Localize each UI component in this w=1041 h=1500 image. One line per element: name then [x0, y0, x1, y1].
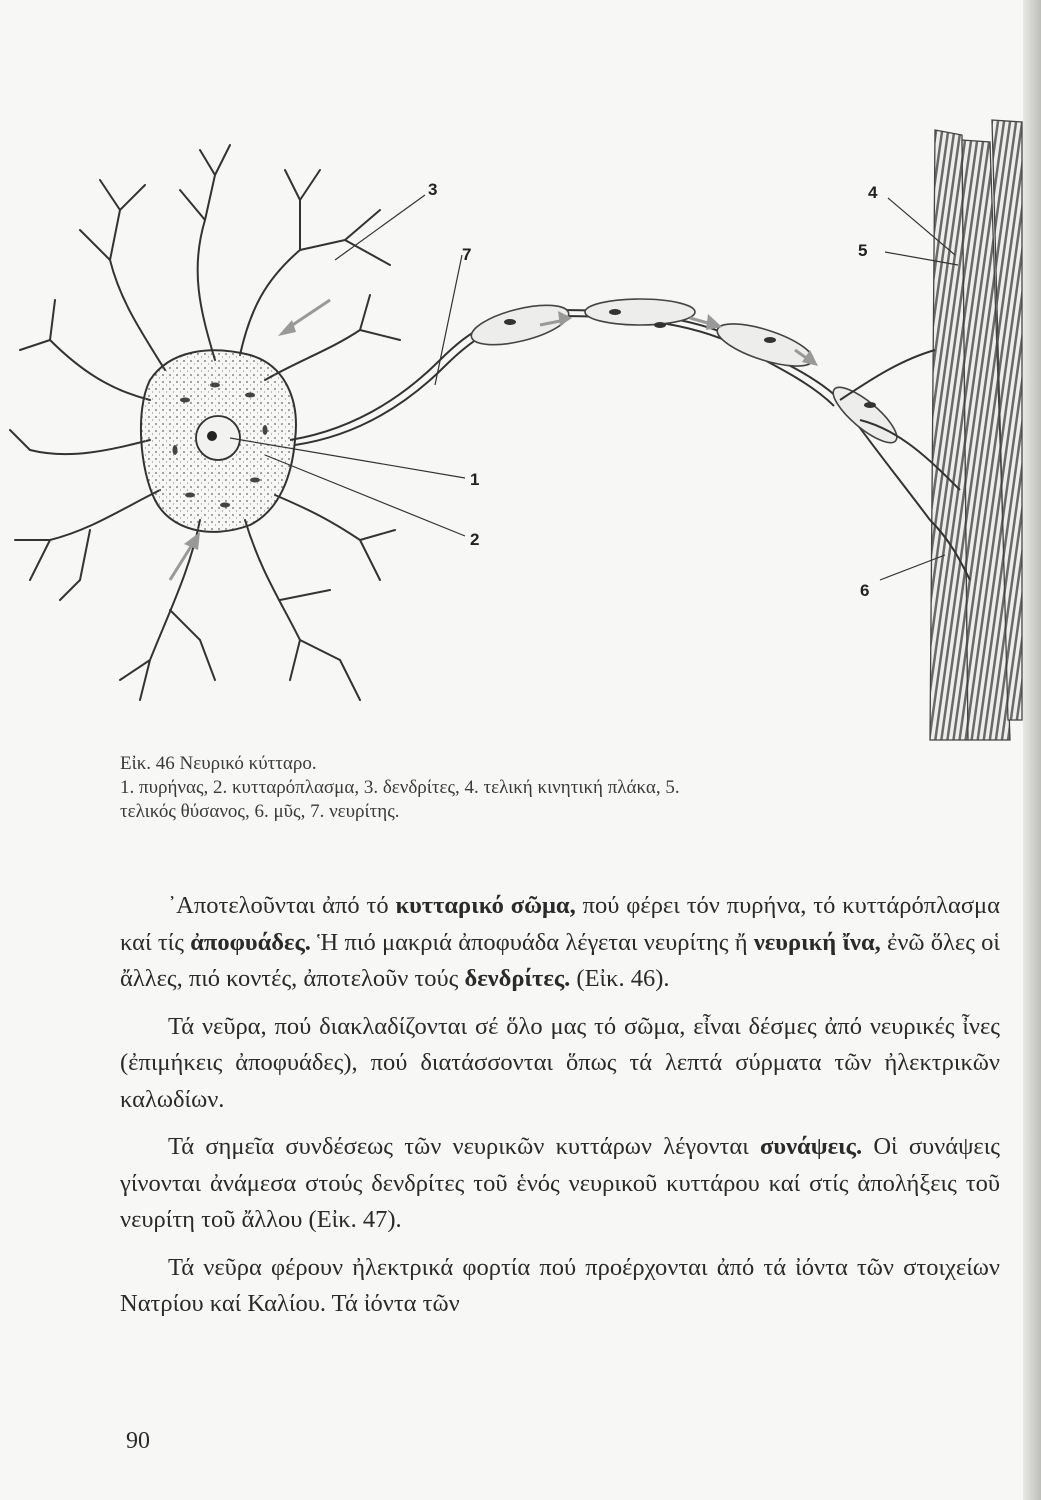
figure-labels [428, 180, 878, 600]
paragraph [120, 1250, 1000, 1323]
paragraph [120, 1009, 1000, 1119]
caption-title: Εἰκ. 46 Νευρικό κύτταρο. [120, 753, 317, 774]
caption-legend-line1: 1. πυρήνας, 2. κυτταρόπλασμα, 3. δενδρίτες, 4. τελική κινητική πλάκα, 5. [120, 777, 680, 798]
axon [290, 297, 970, 580]
paragraph [120, 1129, 1000, 1239]
muscle-fibers [930, 120, 1022, 740]
leader-lines [230, 195, 958, 580]
bold-term: ἀποφυάδες. [190, 928, 311, 956]
text-segment: ἐνῶ ὅλες οἱ ἄλλες, πιό κοντές, ἀποτελοῦν τούς [120, 928, 1001, 992]
cell-body [141, 350, 296, 532]
body-text [120, 888, 1000, 1334]
text-segment: (Εἰκ. 46). [570, 965, 670, 992]
neuron-illustration [0, 100, 1041, 760]
text-segment: πού φέρει τόν πυρήνα, τό κυττάρόπλασμα καί τίς [120, 892, 1000, 956]
text-segment: Τά σημεῖα συνδέσεως τῶν νευρικῶν κυττάρων λέγονται [168, 1133, 761, 1160]
page-number: 90 [126, 1428, 150, 1454]
bold-term: συνάψεις. [760, 1133, 863, 1160]
label-nucleus: 1 [470, 470, 480, 489]
paragraph [120, 888, 1000, 998]
text-segment: Τά νεῦρα φέρουν ἠλεκτρικά φορτία πού προέρχονται ἀπό τά ἰόντα τῶν στοιχείων Νατρίου καί Καλίου. Τά ἰόντα τῶν [120, 1253, 1000, 1317]
caption-legend-line2: τελικός θύσανος, 6. μῦς, 7. νευρίτης. [120, 801, 400, 822]
text-segment: Ἡ πιό μακριά ἀποφυάδα λέγεται νευρίτης ἤ [310, 928, 754, 956]
label-axon: 7 [462, 245, 472, 264]
label-motor-end-plate: 4 [868, 183, 878, 202]
figure-caption [120, 752, 1000, 824]
text-segment: Οἱ συνάψεις γίνονται ἀνάμεσα στούς δενδρίτες τοῦ ἑνός νευρικοῦ κυττάρου καί στίς ἀπολήξεις τοῦ νευρίτη τοῦ ἄλλου (Εἰκ. 47). [120, 1133, 1000, 1233]
label-muscle: 6 [860, 581, 870, 600]
label-terminal-arborization: 5 [858, 241, 868, 260]
bold-term: κυτταρικό σῶμα, [395, 892, 576, 919]
text-segment: Τά νεῦρα, πού διακλαδίζονται σέ ὅλο μας τό σῶμα, εἶναι δέσμες ἀπό νευρικές ἶνες (ἐπιμήκεις ἀποφυάδες), πού διατάσσονται ὅπως τά λεπτά σύρματα τῶν ἠλεκτρικῶν καλωδίων. [120, 1012, 1000, 1113]
bold-term: δενδρίτες. [464, 965, 571, 992]
text-segment: ᾽Αποτελοῦνται ἀπό τό [168, 892, 396, 919]
bold-term: νευρική ἴνα, [753, 928, 881, 956]
label-dendrites: 3 [428, 180, 438, 199]
label-cytoplasm: 2 [470, 530, 480, 549]
neuron-figure [0, 100, 1041, 760]
